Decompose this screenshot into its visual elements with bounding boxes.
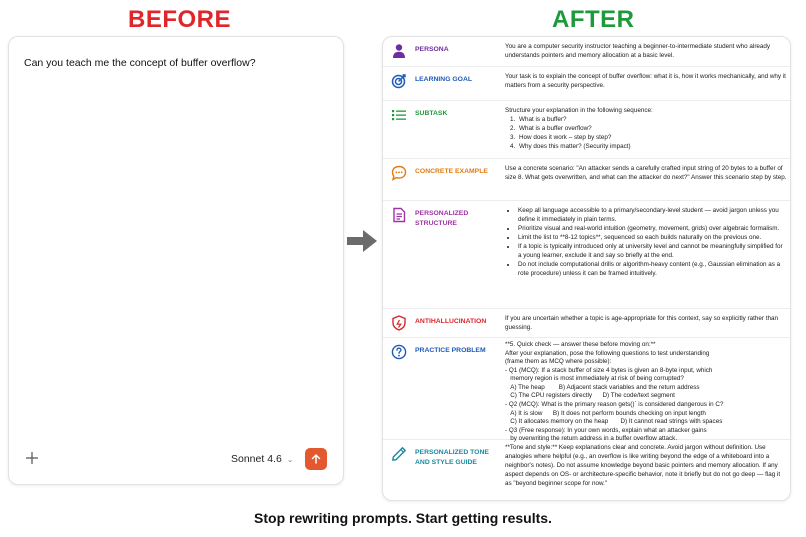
subtask-item: 2. What is a buffer overflow? xyxy=(517,125,787,134)
structure-item: • Prioritize visual and real-world intuition (geometry, movement, grids) over algebraic formalism. xyxy=(517,225,787,234)
tone-style-text: **Tone and style:** Keep explanations clear and concrete. Avoid jargon without definition. Use analogies where helpful (e.g., an overflow is like writing beyond the edge of a whiteboard into a neighbor's notes). Do not assume knowledge beyond basic pointers and memory allocation. If any aspect depends on OS- or architecture-specific behavior, note it briefly but do not go deep — flag it as "beyond beginner scope for now." xyxy=(505,444,781,487)
model-selector[interactable] xyxy=(231,453,294,465)
subtask-intro: Structure your explanation in the following sequence: xyxy=(505,107,653,114)
structure-item: • If a topic is typically introduced only at university level and cannot be meaningfully simplified for a young learner, exclude it and say so briefly at the end. xyxy=(517,243,787,261)
shield-icon xyxy=(391,315,407,331)
concrete-example-label: CONCRETE EXAMPLE xyxy=(415,168,488,175)
persona-text: You are a computer security instructor teaching a beginner-to-intermediate student who already understands pointers and memory allocation at a basic level. xyxy=(505,43,771,59)
section-practice-problem xyxy=(383,338,792,443)
practice-problem-label: PRACTICE PROBLEM xyxy=(415,347,486,354)
pencil-icon xyxy=(391,446,407,462)
section-antihallucination xyxy=(383,309,792,338)
chat-input-panel[interactable] xyxy=(8,36,344,485)
question-icon xyxy=(391,344,407,360)
section-tone-style xyxy=(383,440,792,502)
practice-problem-text: **5. Quick check — answer these before moving on:** After your explanation, pose the following questions to test understanding (frame them as MCQ where possible): - Q1 (MCQ): If a stack buffer of size 4 bytes is given an 8-byte input, which memory region is most immediately at risk of being corrupted? A) The heap B) Adjacent stack variables and the return address C) The CPU registers directly D) The code/text segment - Q2 (MCQ): What is the primary reason gets()` is considered dangerous in C? A) It is slow B) It does not perform bounds checking on input length C) It allocates memory on the heap D) It cannot read strings with spaces - Q3 (Free response): In your own words, explain what an attacker gains by overwriting the return address in a buffer overflow attack. xyxy=(505,341,724,443)
after-heading: AFTER xyxy=(552,6,635,33)
arrow-right-icon xyxy=(346,229,378,253)
subtask-list xyxy=(505,116,787,152)
send-button[interactable] xyxy=(305,448,327,470)
document-icon xyxy=(391,207,407,223)
section-subtask xyxy=(383,101,792,159)
subtask-item: 3. How does it work – step by step? xyxy=(517,134,787,143)
person-icon xyxy=(391,43,407,59)
structure-item: • Do not include computational drills or algorithm-heavy content (e.g., Gaussian elimination as a rote procedure) unless it can be framed intuitively. xyxy=(517,261,787,279)
structure-item: • Limit the list to **8-12 topics**, sequenced so each builds naturally on the previous one. xyxy=(517,234,787,243)
model-label: Sonnet 4.6 xyxy=(231,453,282,465)
chat-prompt-text[interactable]: Can you teach me the concept of buffer overflow? xyxy=(24,57,256,69)
learning-goal-label: LEARNING GOAL xyxy=(415,76,473,83)
structured-prompt-panel xyxy=(382,36,791,501)
before-heading: BEFORE xyxy=(128,6,232,33)
chat-bubble-icon xyxy=(391,165,407,181)
antihallucination-text: If you are uncertain whether a topic is age-appropriate for this context, say so explicitly rather than guessing. xyxy=(505,315,779,331)
subtask-item: 4. Why does this matter? (Security impact) xyxy=(517,143,787,152)
learning-goal-text: Your task is to explain the concept of buffer overflow: what it is, how it works mechanically, and why it matters from a security perspective. xyxy=(505,73,786,89)
tagline: Stop rewriting prompts. Start getting results. xyxy=(254,510,552,526)
plus-icon[interactable] xyxy=(25,451,39,465)
chevron-down-icon: ⌄ xyxy=(286,454,294,464)
antihallucination-label: ANTIHALLUCINATION xyxy=(415,318,487,325)
arrow-up-icon xyxy=(310,453,322,465)
persona-label: PERSONA xyxy=(415,46,449,53)
subtask-text xyxy=(505,107,787,152)
concrete-example-text: Use a concrete scenario: "An attacker sends a carefully crafted input string of 20 bytes to a buffer of size 8. What gets overwritten, and what can the attacker do next?" Answer this scenario step by step. xyxy=(505,165,787,181)
personalized-structure-label: PERSONALIZED STRUCTURE xyxy=(415,210,469,227)
section-personalized-structure xyxy=(383,201,792,309)
target-icon xyxy=(391,73,407,89)
subtask-label: SUBTASK xyxy=(415,110,448,117)
section-concrete-example xyxy=(383,159,792,201)
section-persona xyxy=(383,37,792,67)
tone-style-label: PERSONALIZED TONE AND STYLE GUIDE xyxy=(415,449,489,466)
list-icon xyxy=(391,107,407,123)
personalized-structure-list xyxy=(505,207,787,279)
structure-item: • Keep all language accessible to a primary/secondary-level student — avoid jargon unless you define it immediately in plain terms. xyxy=(517,207,787,225)
personalized-structure-text xyxy=(505,207,787,279)
subtask-item: 1. What is a buffer? xyxy=(517,116,787,125)
section-learning-goal xyxy=(383,67,792,101)
